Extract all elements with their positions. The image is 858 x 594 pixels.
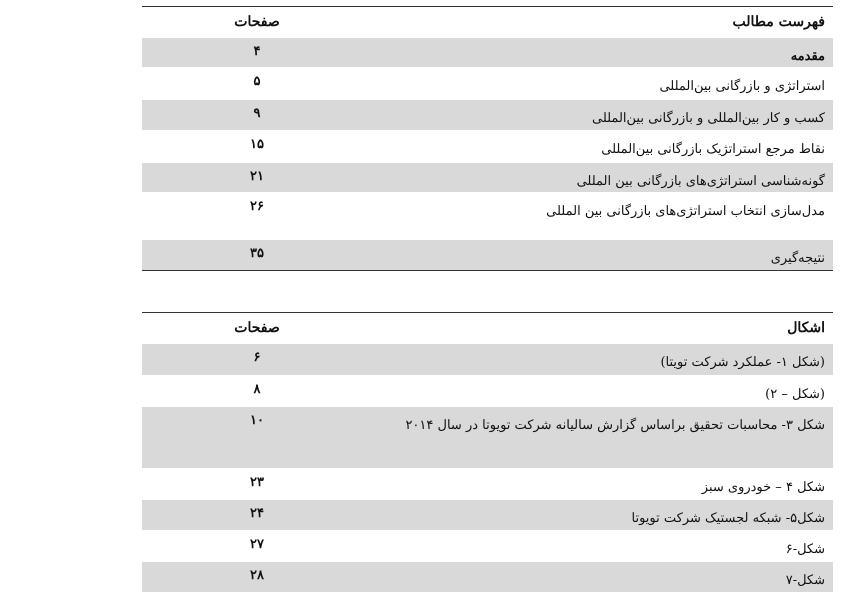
- figure-row: [142, 468, 833, 499]
- figure-entry-title: (شکل ۱- عملکرد شرکت تویتا): [660, 355, 825, 370]
- toc-entry-page: ۹: [253, 106, 261, 121]
- figure-entry-title: شکل ۴ – خودروی سبز: [701, 480, 825, 495]
- toc-entry-page: ۵: [253, 74, 261, 89]
- figure-entry-title: شکل۵- شبکه لجستیک شرکت تویوتا: [631, 511, 825, 526]
- toc-entry-title: نتیجه‌گیری: [770, 251, 825, 266]
- figure-row: [142, 530, 833, 561]
- figure-entry-title: شکل-۶: [785, 542, 825, 557]
- toc-title: فهرست مطالب: [732, 14, 825, 30]
- figure-row: [142, 375, 833, 406]
- figure-entry-page: ۱۰: [250, 413, 264, 428]
- figures-header: [142, 312, 833, 343]
- figure-entry-page: ۶: [253, 350, 261, 365]
- figure-entry-title: شکل-۷: [785, 573, 825, 588]
- toc-entry-page: ۴: [253, 44, 261, 59]
- toc-entry-page: ۱۵: [250, 137, 264, 152]
- figure-entry-page: ۲۸: [250, 568, 264, 583]
- figures-title: اشکال: [787, 320, 825, 336]
- figures-page-header: صفحات: [234, 320, 280, 336]
- toc-row: [142, 67, 833, 99]
- toc-entry-page: ۳۵: [250, 246, 264, 261]
- figure-entry-page: ۲۴: [250, 506, 264, 521]
- toc-row: [142, 239, 833, 270]
- figure-row: [142, 406, 833, 468]
- toc-row: [142, 130, 833, 162]
- toc-entry-title: کسب و کار بین‌المللی و بازرگانی بین‌المللی: [591, 111, 825, 126]
- toc-row: [142, 37, 833, 67]
- toc-entry-title: نقاط مرجع استراتژیک بازرگانی بین‌المللی: [601, 142, 825, 157]
- toc-entry-page: ۲۱: [250, 169, 264, 184]
- toc-header: [142, 6, 833, 37]
- figure-entry-page: ۲۷: [250, 537, 264, 552]
- toc-entry-page: ۲۶: [250, 199, 264, 214]
- toc-row: [142, 192, 833, 239]
- toc-row: [142, 162, 833, 192]
- toc-rows: [142, 37, 833, 271]
- toc-entry-title: مدل‌سازی انتخاب استراتژی‌های بازرگانی بین المللی: [546, 204, 825, 219]
- toc-table: [142, 6, 833, 271]
- toc-page-header: صفحات: [234, 14, 280, 30]
- figure-row: [142, 561, 833, 592]
- toc-entry-title: گونه‌شناسی استراتژی‌های بازرگانی بین المللی: [576, 174, 825, 189]
- figure-entry-title: (شکل – ۲): [765, 387, 825, 402]
- figure-row: [142, 499, 833, 530]
- figure-entry-page: ۸: [253, 382, 261, 397]
- figure-entry-title: شکل ۳- محاسبات تحقیق براساس گزارش سالیانه شرکت تویوتا در سال ۲۰۱۴: [405, 418, 825, 433]
- figures-table: [142, 312, 833, 592]
- toc-row: [142, 99, 833, 130]
- figure-entry-page: ۲۳: [250, 475, 264, 490]
- figures-rows: [142, 343, 833, 592]
- figure-row: [142, 343, 833, 375]
- toc-entry-title: مقدمه: [790, 49, 825, 64]
- toc-entry-title: استراتژی و بازرگانی بین‌المللی: [659, 79, 825, 94]
